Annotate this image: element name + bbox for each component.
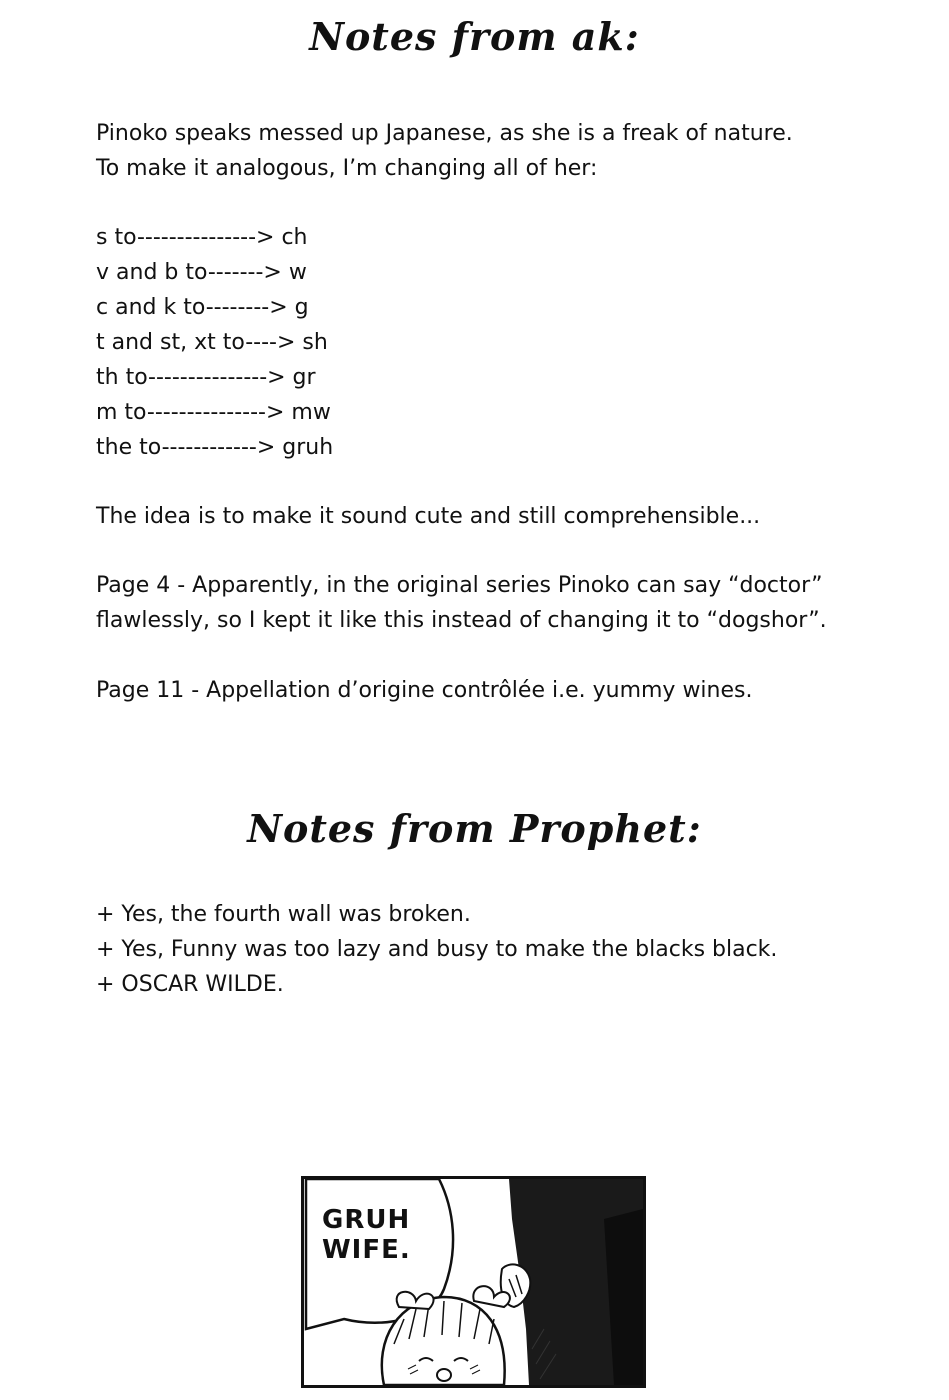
page11-note <box>96 673 896 708</box>
intro-paragraph <box>96 116 896 186</box>
prophet-note-item: + Yes, the fourth wall was broken. <box>96 902 471 927</box>
page11-line: Page 11 - Appellation d’origine contrôlée i.e. yummy wines. <box>96 678 753 703</box>
prophet-note-item: + OSCAR WILDE. <box>96 972 284 997</box>
speech-bubble-line: WIFE. <box>322 1235 411 1265</box>
prophet-notes-list <box>96 897 896 1002</box>
page4-note <box>96 568 896 638</box>
prophet-note-item: + Yes, Funny was too lazy and busy to make the blacks black. <box>96 937 778 962</box>
mapping-item: the to------------> gruh <box>96 435 334 460</box>
mapping-item: t and st, xt to----> sh <box>96 330 328 355</box>
page4-line: Page 4 - Apparently, in the original series Pinoko can say “doctor” <box>96 573 823 598</box>
manga-panel-image <box>301 1176 646 1388</box>
mapping-item: s to---------------> ch <box>96 225 308 250</box>
page4-line: flawlessly, so I kept it like this instead of changing it to “dogshor”. <box>96 608 827 633</box>
mapping-item: th to---------------> gr <box>96 365 316 390</box>
mapping-item: m to---------------> mw <box>96 400 331 425</box>
idea-line: The idea is to make it sound cute and still comprehensible... <box>96 504 761 529</box>
mapping-item: c and k to--------> g <box>96 295 309 320</box>
notes-from-ak-heading: Notes from ak: <box>309 14 640 59</box>
notes-from-prophet-heading: Notes from Prophet: <box>247 806 702 851</box>
speech-bubble-text <box>322 1205 432 1265</box>
intro-line: To make it analogous, I’m changing all of her: <box>96 156 598 181</box>
speech-bubble-line: GRUH <box>322 1205 411 1235</box>
idea-paragraph <box>96 499 896 534</box>
intro-line: Pinoko speaks messed up Japanese, as she is a freak of nature. <box>96 121 793 146</box>
letter-mapping-list <box>96 220 896 465</box>
mapping-item: v and b to-------> w <box>96 260 307 285</box>
